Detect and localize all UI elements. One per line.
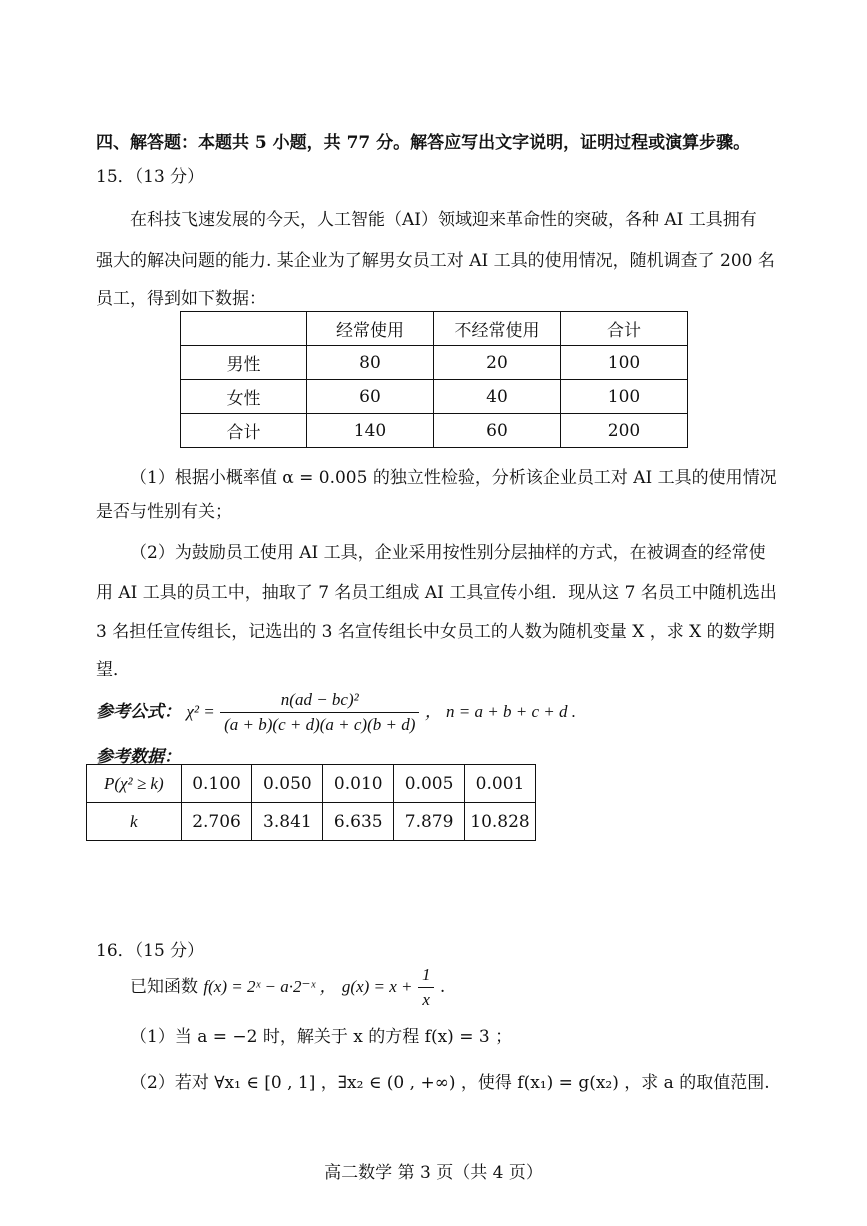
page-footer: 高二数学 第 3 页（共 4 页）	[324, 1163, 543, 1183]
table-cell: k	[87, 803, 182, 841]
q15-intro-line-2: 强大的解决问题的能力. 某企业为了解男女员工对 AI 工具的使用情况，随机调查了 200 名	[96, 251, 775, 271]
table-cell: 60	[434, 414, 561, 448]
table-row	[181, 414, 688, 448]
chi-square-fraction	[220, 690, 419, 735]
table-header-cell: 经常使用	[307, 312, 434, 346]
table-cell: 140	[307, 414, 434, 448]
table-cell: 0.100	[181, 765, 252, 803]
table-header-row	[181, 312, 688, 346]
q15-intro-line-1: 在科技飞速发展的今天，人工智能（AI）领域迎来革命性的突破，各种 AI 工具拥有	[130, 210, 757, 230]
table-cell: 女性	[181, 380, 307, 414]
table-row	[87, 765, 536, 803]
table-cell: 0.050	[252, 765, 323, 803]
table-header-cell: 不经常使用	[434, 312, 561, 346]
table-cell: 80	[307, 346, 434, 380]
fraction-numerator: 1	[418, 965, 435, 988]
fraction-denominator: x	[422, 990, 430, 1009]
q16-part1: （1）当 a = −2 时，解关于 x 的方程 f(x) = 3 ；	[130, 1027, 513, 1047]
reference-formula	[96, 690, 576, 735]
table-cell: 2.706	[181, 803, 252, 841]
table-cell: 20	[434, 346, 561, 380]
q15-part2-line-1: （2）为鼓励员工使用 AI 工具，企业采用按性别分层抽样的方式，在被调查的经常使	[130, 543, 766, 563]
formula-lhs: χ² =	[186, 702, 215, 721]
table-header-cell	[181, 312, 307, 346]
q15-part1-line-1: （1）根据小概率值 α = 0.005 的独立性检验，分析该企业员工对 AI 工具的使用情况	[130, 468, 777, 488]
reference-data-label: 参考数据：	[96, 747, 181, 767]
table-cell: 0.010	[323, 765, 394, 803]
table-cell: 10.828	[465, 803, 536, 841]
q15-intro-line-3: 员工，得到如下数据：	[96, 289, 266, 309]
fraction-denominator: (a + b)(c + d)(a + c)(b + d)	[224, 715, 416, 734]
table-cell: 100	[561, 380, 688, 414]
table-header-cell: 合计	[561, 312, 688, 346]
table-cell: 60	[307, 380, 434, 414]
q16-function-g: g(x) = x +	[341, 977, 413, 996]
table-cell: 3.841	[252, 803, 323, 841]
usage-contingency-table	[180, 311, 688, 448]
q16-part2: （2）若对 ∀x₁ ∈ [0 , 1] ，∃x₂ ∈ (0 , +∞) ，使得 f(x₁) = g(x₂) ，求 a 的取值范围.	[130, 1073, 770, 1093]
table-cell: 7.879	[394, 803, 465, 841]
table-cell: 0.005	[394, 765, 465, 803]
table-cell: 6.635	[323, 803, 394, 841]
table-cell: 40	[434, 380, 561, 414]
fraction-numerator: n(ad − bc)²	[220, 690, 419, 713]
q16-stem	[130, 965, 445, 1010]
table-cell: 200	[561, 414, 688, 448]
q16-reciprocal-fraction	[418, 965, 435, 1010]
q15-part2-line-2: 用 AI 工具的员工中，抽取了 7 名员工组成 AI 工具宣传小组．现从这 7 名员工中随机选出	[96, 583, 777, 603]
question-15-number: 15．（13 分）	[96, 167, 205, 187]
table-cell: 100	[561, 346, 688, 380]
formula-label: 参考公式：	[96, 702, 181, 722]
q15-part2-line-4: 望．	[96, 660, 130, 680]
q15-part2-line-3: 3 名担任宣传组长，记选出的 3 名宣传组长中女员工的人数为随机变量 X ，求 X 的数学期	[96, 622, 775, 642]
formula-tail: ， n = a + b + c + d .	[424, 702, 576, 721]
q16-function-f: f(x) = 2ˣ − a·2⁻ˣ ，	[203, 977, 337, 996]
table-cell: 合计	[181, 414, 307, 448]
table-row	[87, 803, 536, 841]
table-row	[181, 380, 688, 414]
q16-stem-end: .	[439, 977, 446, 997]
section-header: 四、解答题：本题共 5 小题，共 77 分。解答应写出文字说明，证明过程或演算步骤。	[96, 133, 751, 153]
q16-stem-prefix: 已知函数	[130, 977, 198, 997]
table-cell: 男性	[181, 346, 307, 380]
critical-value-table	[86, 764, 536, 841]
question-16-number: 16．（15 分）	[96, 941, 205, 961]
q15-part1-line-2: 是否与性别有关；	[96, 502, 232, 522]
table-cell: 0.001	[465, 765, 536, 803]
table-row	[181, 346, 688, 380]
table-cell: P(χ² ≥ k)	[87, 765, 182, 803]
